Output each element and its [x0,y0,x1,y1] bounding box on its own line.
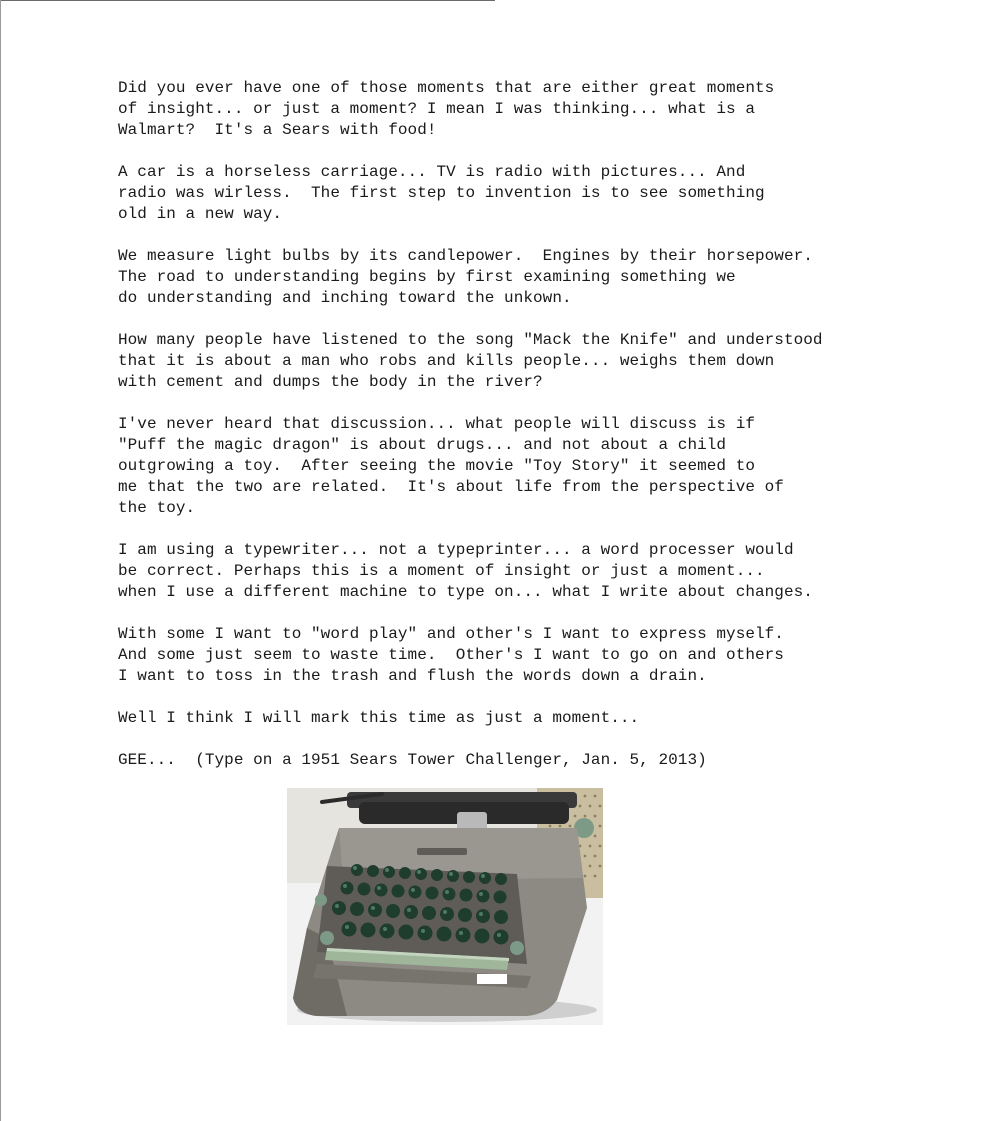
line: "Puff the magic dragon" is about drugs... and not about a child [118,436,727,454]
paragraph-2 [118,162,898,225]
signature-line [118,750,898,771]
typewriter-illustration [287,788,603,1025]
shift-lock-key [315,894,327,906]
line: be correct. Perhaps this is a moment of insight or just a moment... [118,562,765,580]
paper-gap [477,974,507,984]
line: Did you ever have one of those moments that are either great moments [118,79,775,97]
shift-key-right [510,941,524,955]
paragraph-5 [118,414,898,519]
paragraph-7 [118,624,898,687]
shift-key-left [320,931,334,945]
line: outgrowing a toy. After seeing the movie "Toy Story" it seemed to [118,457,756,475]
paragraph-1 [118,78,898,141]
line: with cement and dumps the body in the river? [118,373,543,391]
scan-edge-left [0,0,1,1121]
line: Walmart? It's a Sears with food! [118,121,437,139]
paragraph-4 [118,330,898,393]
line: And some just seem to waste time. Other's I want to go on and others [118,646,784,664]
line: I want to toss in the trash and flush the words down a drain. [118,667,707,685]
line: do understanding and inching toward the unkown. [118,289,572,307]
line: We measure light bulbs by its candlepower. Engines by their horsepower. [118,247,813,265]
line: I am using a typewriter... not a typeprinter... a word processer would [118,541,794,559]
line: GEE... (Type on a 1951 Sears Tower Challenger, Jan. 5, 2013) [118,751,707,769]
line: old in a new way. [118,205,283,223]
line: How many people have listened to the song "Mack the Knife" and understood [118,331,823,349]
line: The road to understanding begins by first examining something we [118,268,736,286]
line: the toy. [118,499,196,517]
paragraph-3 [118,246,898,309]
brand-plate [417,848,467,855]
line: I've never heard that discussion... what people will discuss is if [118,415,756,433]
line: Well I think I will mark this time as just a moment... [118,709,640,727]
paragraph-8 [118,708,898,729]
line: A car is a horseless carriage... TV is radio with pictures... And [118,163,746,181]
scan-edge-top [0,0,495,1]
line: of insight... or just a moment? I mean I was thinking... what is a [118,100,756,118]
typed-page [118,78,898,771]
line: when I use a different machine to type on... what I write about changes. [118,583,813,601]
paragraph-6 [118,540,898,603]
line: radio was wirless. The first step to invention is to see something [118,184,765,202]
typewriter-photo [287,788,603,1025]
line: that it is about a man who robs and kills people... weighs them down [118,352,775,370]
line: With some I want to "word play" and other's I want to express myself. [118,625,784,643]
line: me that the two are related. It's about life from the perspective of [118,478,784,496]
